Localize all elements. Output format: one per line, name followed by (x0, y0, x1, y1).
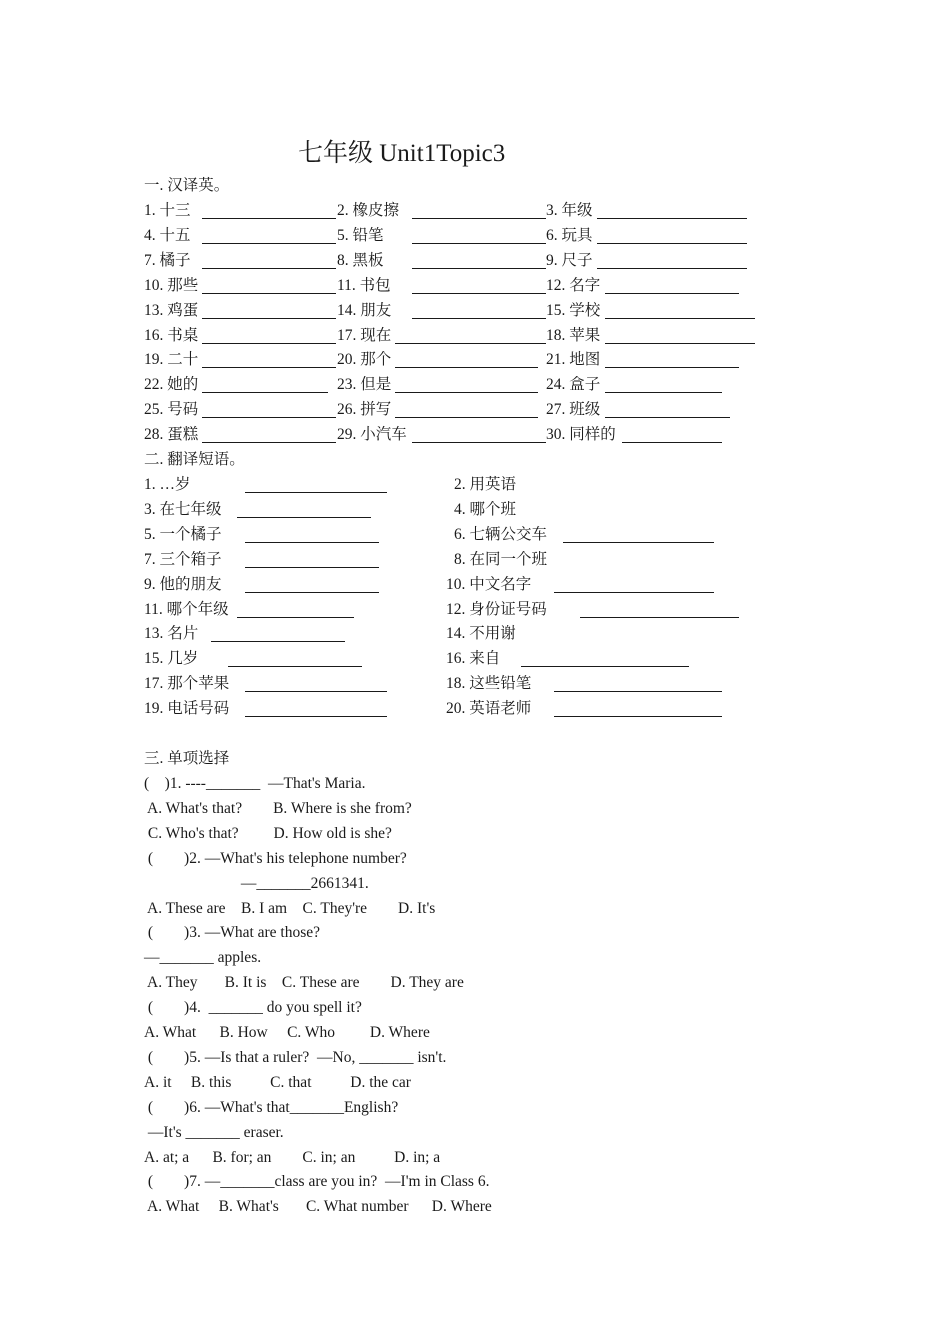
choice-question-line: A. at; a B. for; an C. in; an D. in; a (144, 1148, 441, 1166)
answer-blank[interactable] (412, 303, 546, 319)
choice-question-line: ( )1. ----_______ —That's Maria. (144, 775, 366, 792)
answer-blank[interactable] (605, 377, 722, 393)
answer-blank[interactable] (202, 203, 336, 219)
answer-blank[interactable] (605, 352, 739, 368)
vocab-item: 6. 玩具 (546, 226, 593, 244)
answer-blank[interactable] (202, 253, 336, 269)
vocab-item: 17. 现在 (337, 326, 392, 344)
phrase-item: 18. 这些铅笔 (446, 675, 532, 693)
answer-blank[interactable] (412, 203, 546, 219)
choice-question-line: A. What's that? B. Where is she from? (144, 799, 412, 817)
vocab-item: 22. 她的 (144, 376, 199, 394)
answer-blank[interactable] (202, 427, 336, 443)
answer-blank[interactable] (202, 402, 336, 418)
answer-blank[interactable] (605, 328, 755, 344)
answer-blank[interactable] (412, 427, 546, 443)
answer-blank[interactable] (237, 502, 371, 518)
choice-question-line: A. What B. What's C. What number D. Where (144, 1198, 492, 1216)
answer-blank[interactable] (412, 278, 546, 294)
answer-blank[interactable] (563, 527, 714, 543)
answer-blank[interactable] (395, 377, 538, 393)
choice-question-line: ( )4. _______ do you spell it? (144, 999, 362, 1017)
section3-heading: 三. 单项选择 (144, 750, 230, 767)
vocab-item: 16. 书桌 (144, 326, 199, 344)
answer-blank[interactable] (202, 352, 336, 368)
choice-question-line: A. What B. How C. Who D. Where (144, 1024, 430, 1041)
answer-blank[interactable] (237, 602, 354, 618)
phrase-item: 17. 那个苹果 (144, 675, 230, 693)
vocab-item: 9. 尺子 (546, 251, 593, 269)
vocab-item: 26. 拼写 (337, 401, 392, 419)
vocab-item: 11. 书包 (337, 276, 391, 294)
choice-question-line: ( )2. —What's his telephone number? (144, 849, 407, 867)
answer-blank[interactable] (245, 701, 387, 717)
answer-blank[interactable] (597, 228, 747, 244)
choice-question-line: A. These are B. I am C. They're D. It's (144, 899, 436, 917)
answer-blank[interactable] (245, 527, 379, 543)
phrase-item: 20. 英语老师 (446, 700, 532, 718)
choice-question-line: A. it B. this C. that D. the car (144, 1073, 411, 1091)
answer-blank[interactable] (395, 402, 538, 418)
answer-blank[interactable] (228, 651, 362, 667)
phrase-item: 10. 中文名字 (446, 575, 532, 593)
phrase-item: 12. 身份证号码 (446, 600, 547, 618)
choice-question-line: A. They B. It is C. These are D. They are (144, 974, 464, 992)
phrase-item: 15. 几岁 (144, 650, 199, 668)
vocab-item: 5. 铅笔 (337, 226, 384, 244)
vocab-item: 20. 那个 (337, 351, 392, 369)
answer-blank[interactable] (605, 303, 755, 319)
phrase-item: 19. 电话号码 (144, 700, 230, 718)
vocab-item: 10. 那些 (144, 276, 199, 294)
answer-blank[interactable] (580, 602, 739, 618)
phrase-item: 9. 他的朋友 (144, 575, 222, 593)
answer-blank[interactable] (605, 278, 739, 294)
answer-blank[interactable] (412, 253, 546, 269)
vocab-item: 28. 蛋糕 (144, 426, 199, 444)
vocab-item: 8. 黑板 (337, 251, 384, 269)
answer-blank[interactable] (202, 228, 336, 244)
phrase-item: 2. 用英语 (454, 476, 517, 493)
vocab-item: 4. 十五 (144, 226, 191, 244)
phrase-item: 16. 来自 (446, 650, 501, 668)
choice-question-line: —It's _______ eraser. (144, 1123, 284, 1141)
answer-blank[interactable] (245, 676, 387, 692)
section1-heading: 一. 汉译英。 (144, 177, 230, 194)
phrase-item: 6. 七辆公交车 (454, 525, 548, 543)
answer-blank[interactable] (202, 377, 328, 393)
vocab-item: 3. 年级 (546, 202, 593, 219)
answer-blank[interactable] (395, 328, 546, 344)
vocab-item: 29. 小汽车 (337, 426, 407, 444)
vocab-item: 23. 但是 (337, 376, 392, 394)
vocab-item: 1. 十三 (144, 202, 191, 219)
answer-blank[interactable] (521, 651, 689, 667)
answer-blank[interactable] (597, 253, 747, 269)
answer-blank[interactable] (622, 427, 722, 443)
answer-blank[interactable] (211, 626, 345, 642)
vocab-item: 13. 鸡蛋 (144, 301, 199, 319)
vocab-item: 30. 同样的 (546, 426, 616, 444)
answer-blank[interactable] (202, 303, 336, 319)
answer-blank[interactable] (395, 352, 538, 368)
vocab-item: 2. 橡皮擦 (337, 202, 400, 219)
answer-blank[interactable] (605, 402, 730, 418)
choice-question-line: —_______2661341. (144, 874, 369, 892)
answer-blank[interactable] (245, 552, 379, 568)
vocab-item: 14. 朋友 (337, 301, 392, 319)
choice-question-line: ( )5. —Is that a ruler? —No, _______ isn't. (144, 1048, 447, 1066)
answer-blank[interactable] (412, 228, 546, 244)
phrase-item: 14. 不用谢 (446, 625, 516, 643)
answer-blank[interactable] (597, 203, 747, 219)
choice-question-line: ( )3. —What are those? (144, 924, 321, 942)
answer-blank[interactable] (245, 477, 387, 493)
vocab-item: 12. 名字 (546, 276, 601, 294)
vocab-item: 25. 号码 (144, 401, 199, 419)
vocab-item: 15. 学校 (546, 301, 601, 319)
phrase-item: 8. 在同一个班 (454, 550, 548, 568)
vocab-item: 24. 盒子 (546, 376, 601, 394)
vocab-item: 18. 苹果 (546, 326, 601, 344)
answer-blank[interactable] (202, 278, 336, 294)
answer-blank[interactable] (554, 701, 722, 717)
vocab-item: 27. 班级 (546, 401, 601, 419)
choice-question-line: ( )6. —What's that_______English? (144, 1098, 399, 1116)
answer-blank[interactable] (554, 676, 722, 692)
phrase-item: 7. 三个箱子 (144, 550, 222, 568)
choice-question-line: ( )7. —_______class are you in? —I'm in Class 6. (144, 1173, 490, 1191)
phrase-item: 1. …岁 (144, 476, 191, 493)
phrase-item: 13. 名片 (144, 625, 199, 643)
answer-blank[interactable] (245, 577, 379, 593)
page-title: 七年级 Unit1Topic3 (298, 140, 506, 167)
phrase-item: 11. 哪个年级 (144, 600, 229, 618)
phrase-item: 4. 哪个班 (454, 500, 517, 518)
vocab-item: 7. 橘子 (144, 251, 191, 269)
phrase-item: 3. 在七年级 (144, 500, 222, 518)
section2-heading: 二. 翻译短语。 (144, 451, 245, 468)
answer-blank[interactable] (202, 328, 336, 344)
choice-question-line: —_______ apples. (144, 949, 262, 967)
answer-blank[interactable] (554, 577, 714, 593)
vocab-item: 19. 二十 (144, 351, 199, 369)
vocab-item: 21. 地图 (546, 351, 601, 369)
choice-question-line: C. Who's that? D. How old is she? (144, 824, 392, 842)
phrase-item: 5. 一个橘子 (144, 525, 222, 543)
